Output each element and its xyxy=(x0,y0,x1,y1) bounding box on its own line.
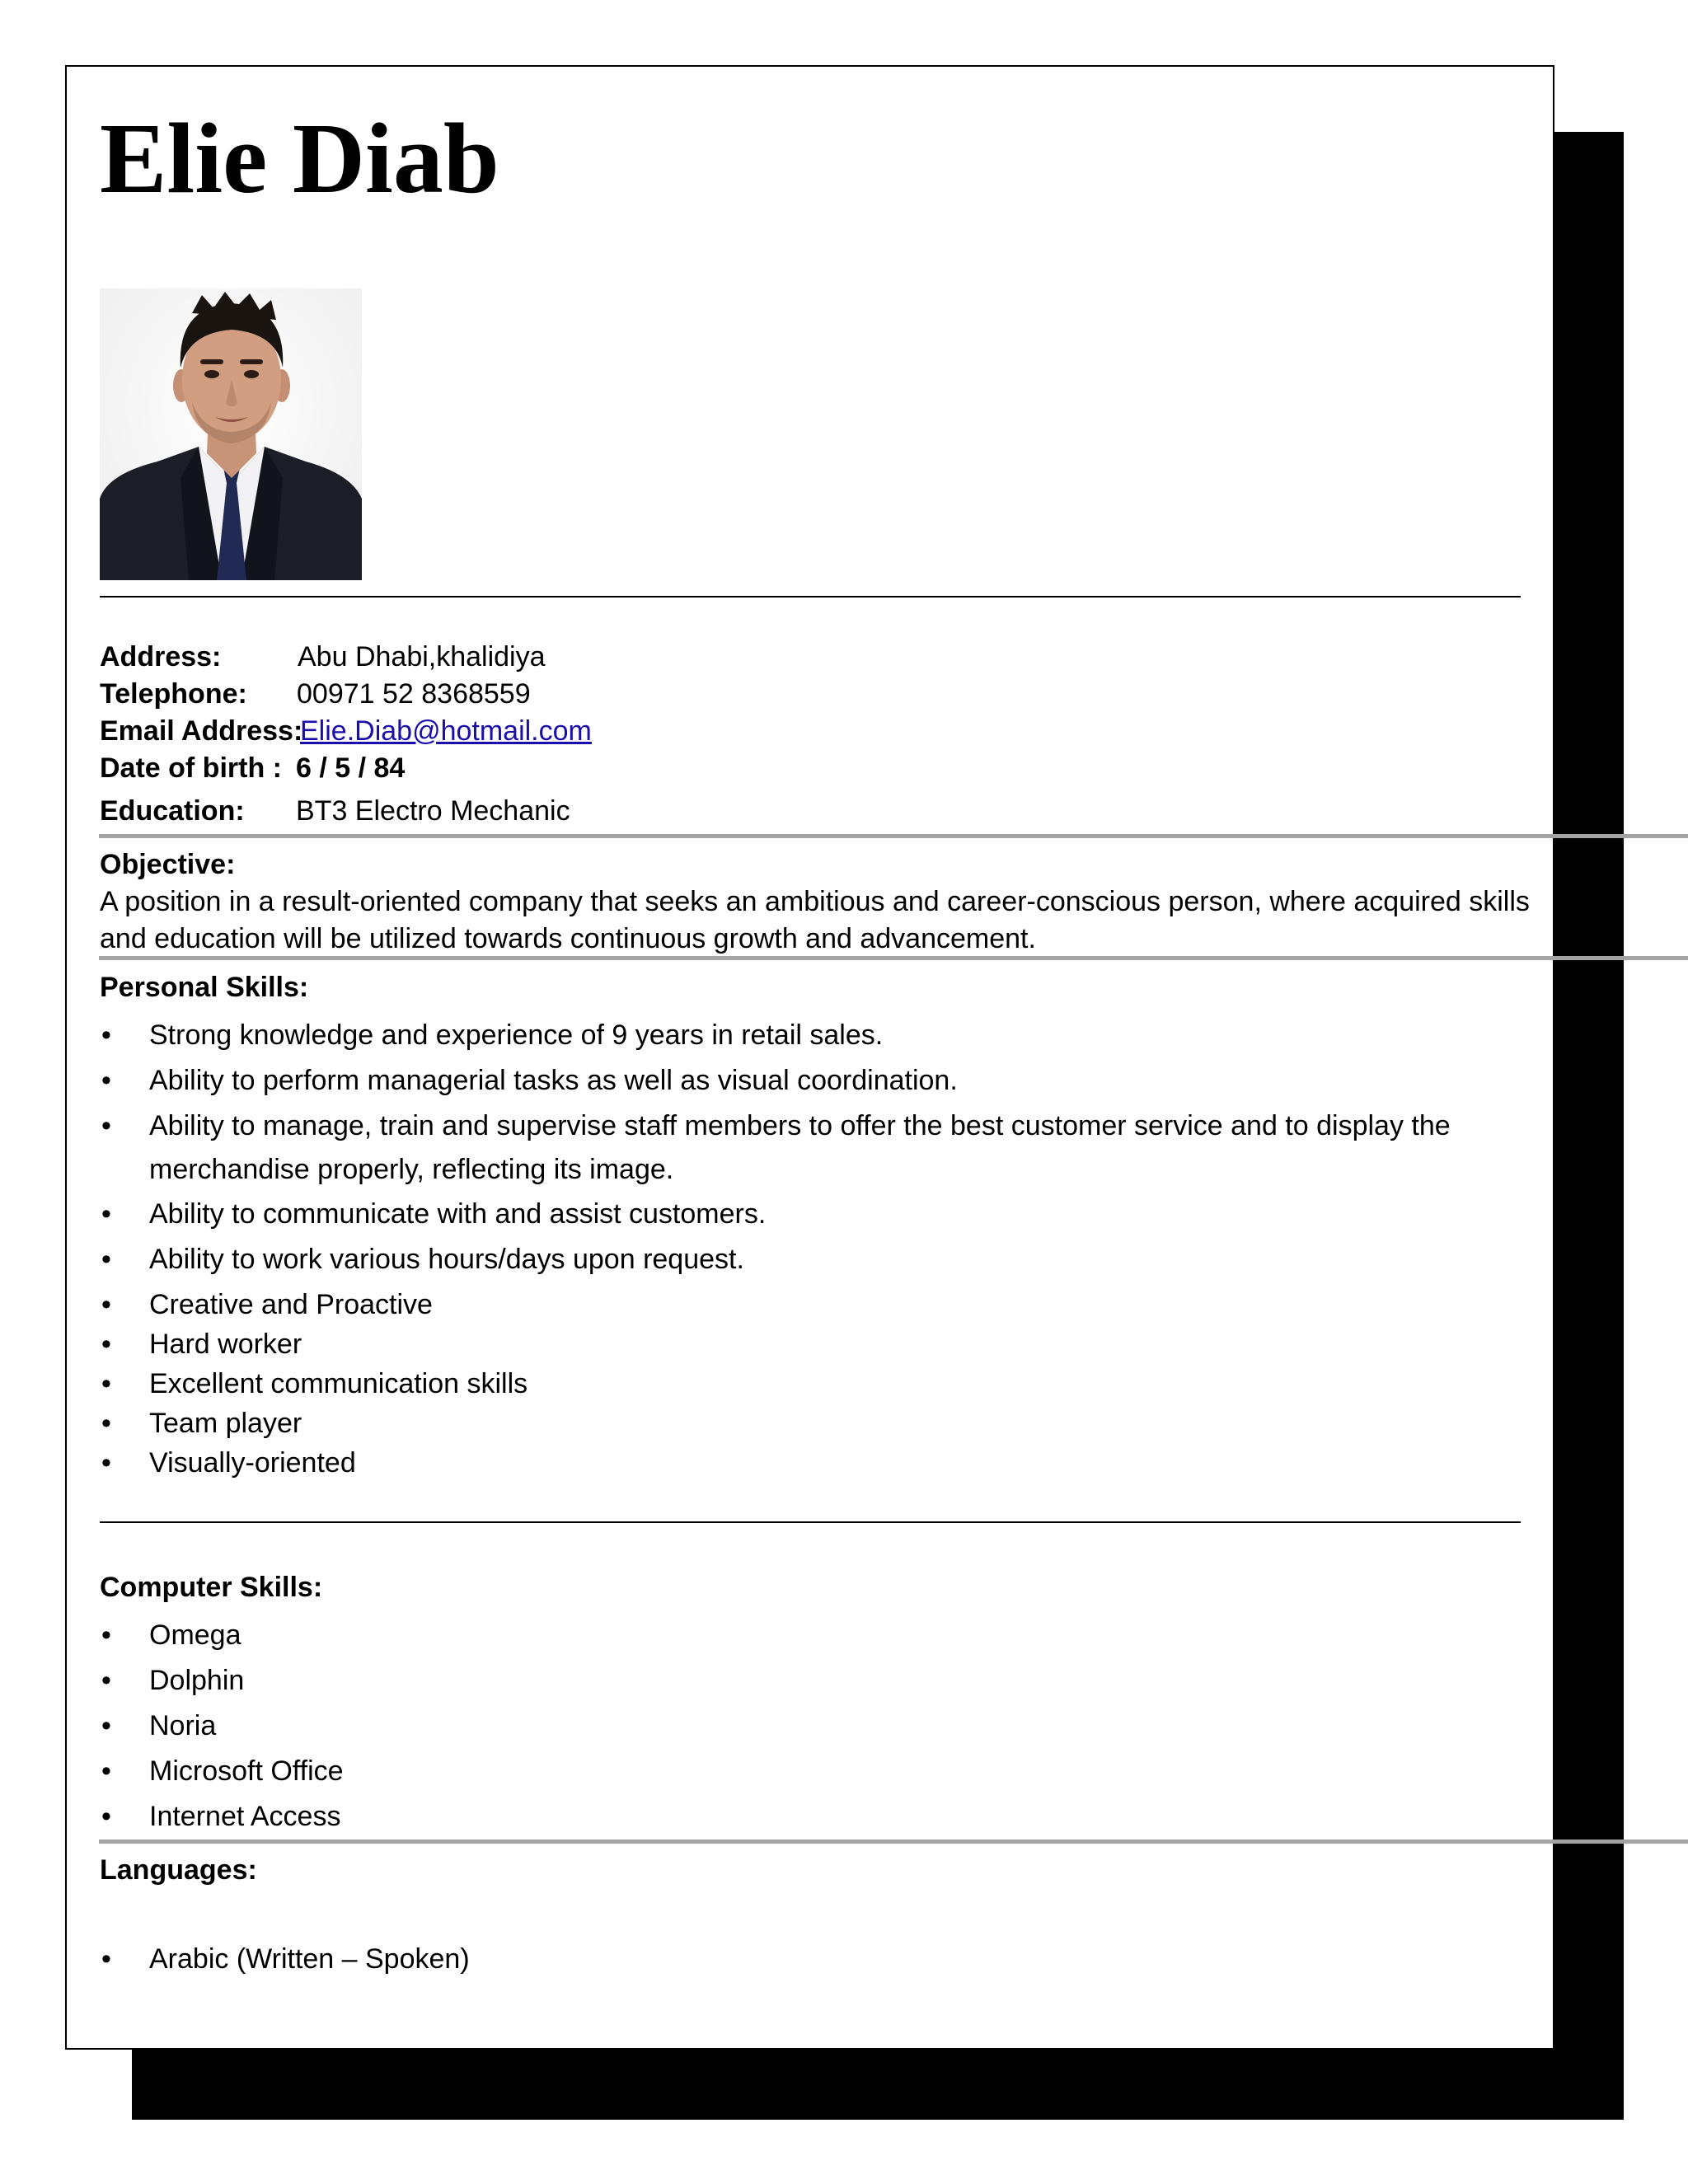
list-item xyxy=(100,1059,1501,1104)
objective-heading: Objective: xyxy=(100,849,236,880)
list-item xyxy=(100,1402,1501,1441)
list-item xyxy=(100,1704,1501,1750)
bullet-icon: • xyxy=(101,1943,111,1975)
list-item xyxy=(100,1614,1501,1659)
divider-objective xyxy=(99,956,1688,960)
list-item-text: Ability to manage, train and supervise staff members to offer the best customer service and to display the merchandise properly, reflecting its image. xyxy=(149,1110,1451,1185)
divider-top xyxy=(100,596,1521,598)
bullet-icon: • xyxy=(101,1244,111,1275)
education-label: Education: xyxy=(100,795,245,827)
list-item xyxy=(100,1238,1501,1283)
languages-list xyxy=(100,1938,1501,1983)
list-item xyxy=(100,1104,1501,1193)
list-item-text: Excellent communication skills xyxy=(149,1368,528,1399)
list-item-text: Noria xyxy=(149,1710,217,1741)
bullet-icon: • xyxy=(101,1329,111,1360)
list-item xyxy=(100,1441,1501,1481)
bullet-icon: • xyxy=(101,1019,111,1051)
bullet-icon: • xyxy=(101,1110,111,1141)
email-link[interactable]: Elie.Diab@hotmail.com xyxy=(300,715,592,747)
telephone-row xyxy=(100,676,531,712)
list-item-text: Arabic (Written – Spoken) xyxy=(149,1943,470,1975)
bullet-icon: • xyxy=(101,1408,111,1439)
list-item xyxy=(100,1750,1501,1795)
dob-value: 6 / 5 / 84 xyxy=(296,752,406,784)
list-item-text: Omega xyxy=(149,1619,241,1651)
list-item xyxy=(100,1795,1501,1840)
bullet-icon: • xyxy=(101,1619,111,1651)
bullet-icon: • xyxy=(101,1289,111,1320)
email-label: Email Address: xyxy=(100,715,303,747)
list-item xyxy=(100,1938,1501,1983)
address-value: Abu Dhabi,khalidiya xyxy=(298,641,546,673)
divider-computer xyxy=(99,1840,1688,1844)
list-item-text: Ability to work various hours/days upon request. xyxy=(149,1244,744,1275)
profile-photo xyxy=(100,288,362,580)
list-item xyxy=(100,1014,1501,1059)
list-item xyxy=(100,1193,1501,1238)
bullet-icon: • xyxy=(101,1710,111,1741)
bullet-icon: • xyxy=(101,1755,111,1787)
email-row xyxy=(100,713,592,749)
list-item-text: Ability to communicate with and assist customers. xyxy=(149,1198,767,1230)
bullet-icon: • xyxy=(101,1801,111,1832)
list-item xyxy=(100,1659,1501,1704)
list-item-text: Dolphin xyxy=(149,1665,245,1696)
bullet-icon: • xyxy=(101,1198,111,1230)
list-item-text: Microsoft Office xyxy=(149,1755,344,1787)
bullet-icon: • xyxy=(101,1368,111,1399)
applicant-name: Elie Diab xyxy=(100,103,499,214)
list-item-text: Internet Access xyxy=(149,1801,341,1832)
dob-row xyxy=(100,750,406,786)
telephone-label: Telephone: xyxy=(100,678,247,710)
education-value: BT3 Electro Mechanic xyxy=(296,795,570,827)
list-item-text: Hard worker xyxy=(149,1329,302,1360)
address-label: Address: xyxy=(100,641,222,673)
computer-skills-heading: Computer Skills: xyxy=(100,1572,323,1603)
computer-skills-list xyxy=(100,1614,1501,1840)
list-item xyxy=(100,1283,1501,1323)
bullet-icon: • xyxy=(101,1665,111,1696)
divider-contact xyxy=(99,834,1688,838)
list-item xyxy=(100,1362,1501,1402)
dob-label: Date of birth : xyxy=(100,752,282,784)
languages-heading: Languages: xyxy=(100,1854,257,1886)
list-item-text: Visually-oriented xyxy=(149,1447,356,1479)
telephone-value: 00971 52 8368559 xyxy=(297,678,531,710)
list-item-text: Team player xyxy=(149,1408,302,1439)
personal-skills-heading: Personal Skills: xyxy=(100,972,309,1003)
bullet-icon: • xyxy=(101,1447,111,1479)
bullet-icon: • xyxy=(101,1065,111,1096)
list-item-text: Strong knowledge and experience of 9 years in retail sales. xyxy=(149,1019,884,1051)
address-row xyxy=(100,639,546,675)
list-item xyxy=(100,1323,1501,1362)
list-item-text: Ability to perform managerial tasks as well as visual coordination. xyxy=(149,1065,958,1096)
list-item-text: Creative and Proactive xyxy=(149,1289,433,1320)
divider-middle xyxy=(100,1521,1521,1523)
objective-text: A position in a result-oriented company that seeks an ambitious and career-conscious person, where acquired skills and education will be utilized towards continuous growth and advancement. xyxy=(100,886,1530,954)
personal-skills-list xyxy=(100,1014,1501,1481)
education-row xyxy=(100,793,570,829)
